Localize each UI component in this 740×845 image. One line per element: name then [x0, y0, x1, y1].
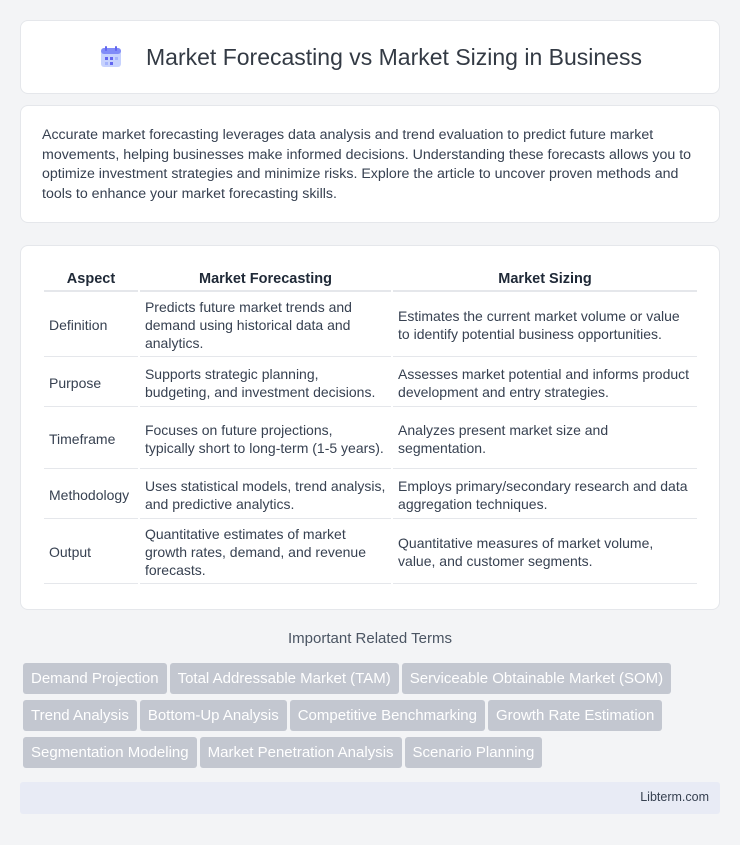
table-row — [44, 471, 697, 519]
tag-growth-rate-estimation[interactable]: Growth Rate Estimation — [488, 700, 662, 731]
tag-total-addressable-market[interactable]: Total Addressable Market (TAM) — [170, 663, 399, 694]
row-sizing: Quantitative measures of market volume, value, and customer segments. — [393, 521, 697, 584]
row-aspect: Purpose — [44, 359, 138, 407]
tag-bottom-up-analysis[interactable]: Bottom-Up Analysis — [140, 700, 287, 731]
row-aspect: Timeframe — [44, 409, 138, 469]
comparison-card — [20, 245, 720, 610]
row-forecasting: Predicts future market trends and demand using historical data and analytics. — [140, 294, 391, 357]
calendar-icon — [98, 44, 124, 70]
row-forecasting: Uses statistical models, trend analysis, and predictive analytics. — [140, 471, 391, 519]
intro-paragraph: Accurate market forecasting leverages data analysis and trend evaluation to predict future market movements, helping businesses make informed decisions. Understanding these forecasts allows you to optimize investment strategies and minimize risks. Explore the article to uncover proven methods and tools to enhance your market forecasting skills. — [42, 127, 692, 202]
row-sizing: Estimates the current market volume or value to identify potential business opportunities. — [393, 294, 697, 357]
tag-scenario-planning[interactable]: Scenario Planning — [405, 737, 543, 768]
tag-competitive-benchmarking[interactable]: Competitive Benchmarking — [290, 700, 485, 731]
row-forecasting: Supports strategic planning, budgeting, and investment decisions. — [140, 359, 391, 407]
row-sizing: Employs primary/secondary research and data aggregation techniques. — [393, 471, 697, 519]
tag-market-penetration-analysis[interactable]: Market Penetration Analysis — [200, 737, 402, 768]
title-card — [20, 20, 720, 94]
table-row — [44, 294, 697, 357]
row-aspect: Output — [44, 521, 138, 584]
row-forecasting: Focuses on future projections, typically short to long-term (1-5 years). — [140, 409, 391, 469]
header-market-forecasting: Market Forecasting — [140, 268, 391, 292]
row-sizing: Assesses market potential and informs product development and entry strategies. — [393, 359, 697, 407]
table-row — [44, 359, 697, 407]
table-header-row — [44, 268, 697, 292]
row-sizing: Analyzes present market size and segmentation. — [393, 409, 697, 469]
related-terms-title: Important Related Terms — [288, 630, 452, 647]
header-market-sizing: Market Sizing — [393, 268, 697, 292]
footer-site-link[interactable]: Libterm.com — [640, 790, 709, 804]
footer — [20, 782, 720, 814]
header-aspect: Aspect — [44, 268, 138, 292]
related-terms-section — [0, 630, 740, 647]
table-row — [44, 521, 697, 584]
row-forecasting: Quantitative estimates of market growth rates, demand, and revenue forecasts. — [140, 521, 391, 584]
tag-demand-projection[interactable]: Demand Projection — [23, 663, 167, 694]
table-row — [44, 409, 697, 469]
page-title: Market Forecasting vs Market Sizing in Business — [146, 43, 642, 70]
row-aspect: Definition — [44, 294, 138, 357]
related-terms-tags — [23, 663, 723, 774]
comparison-table — [42, 266, 699, 586]
intro-card — [20, 105, 720, 223]
tag-trend-analysis[interactable]: Trend Analysis — [23, 700, 137, 731]
tag-segmentation-modeling[interactable]: Segmentation Modeling — [23, 737, 197, 768]
tag-serviceable-obtainable-market[interactable]: Serviceable Obtainable Market (SOM) — [402, 663, 671, 694]
row-aspect: Methodology — [44, 471, 138, 519]
